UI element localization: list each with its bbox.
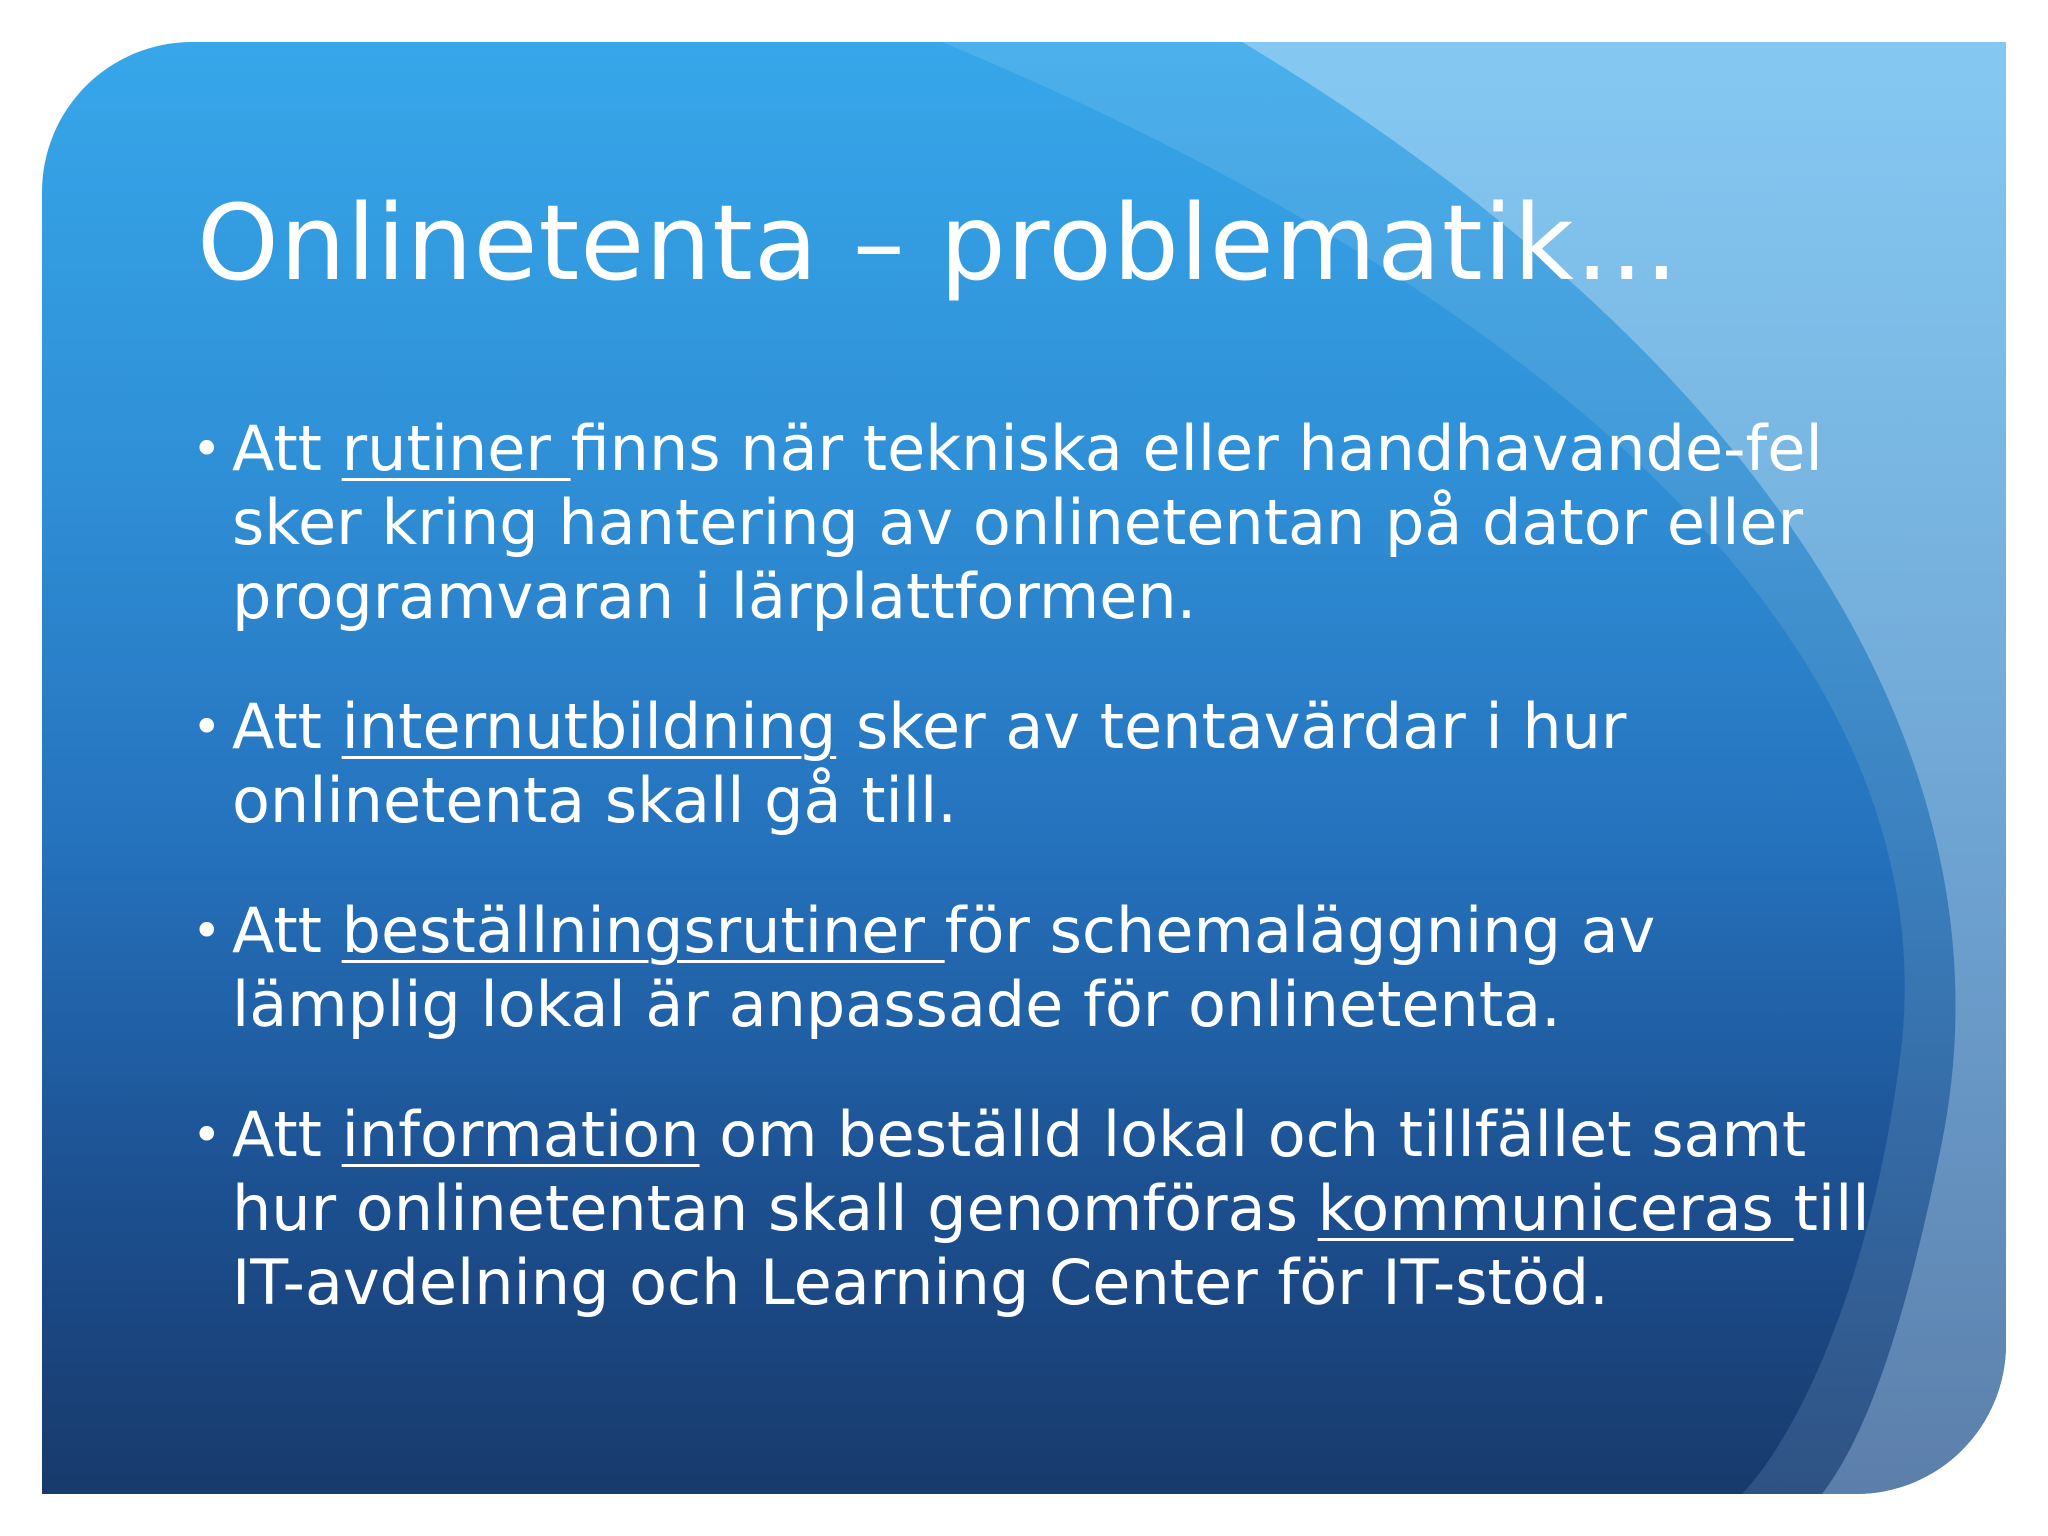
bullet-icon: •: [192, 698, 222, 756]
bullet-prefix: Att: [232, 894, 342, 967]
bullet-text: sker av tentavärdar i hur onlinetenta skall gå till.: [232, 690, 1627, 837]
underlined-term: beställningsrutiner: [341, 894, 945, 967]
bullet-item: [192, 1098, 1892, 1320]
underlined-term: information: [341, 1098, 700, 1171]
bullet-prefix: Att: [232, 690, 342, 763]
bullet-item: [192, 412, 1892, 634]
bullet-text: för schemaläggning av lämplig lokal är anpassade för onlinetenta.: [232, 894, 1656, 1041]
bullet-prefix: Att: [232, 1098, 342, 1171]
bullet-text-end: till IT-avdelning och Learning Center för IT-stöd.: [232, 1172, 1870, 1319]
underlined-term: internutbildning: [341, 690, 837, 763]
bullet-list: [192, 412, 1892, 1376]
bullet-icon: •: [192, 420, 222, 478]
slide-title: Onlinetenta – problematik…: [197, 182, 1680, 304]
bullet-prefix: Att: [232, 412, 342, 485]
slide: [42, 42, 2006, 1494]
underlined-term-2: kommuniceras: [1317, 1172, 1794, 1245]
bullet-item: [192, 894, 1892, 1042]
bullet-text: finns när tekniska eller handhavande-fel sker kring hantering av onlinetentan på dator eller programvaran i lärplattformen.: [232, 412, 1823, 633]
bullet-item: [192, 690, 1892, 838]
bullet-icon: •: [192, 902, 222, 960]
bullet-icon: •: [192, 1106, 222, 1164]
bullet-text: om beställd lokal och tillfället samt hur onlinetentan skall genomföras: [232, 1098, 1807, 1245]
underlined-term: rutiner: [341, 412, 571, 485]
